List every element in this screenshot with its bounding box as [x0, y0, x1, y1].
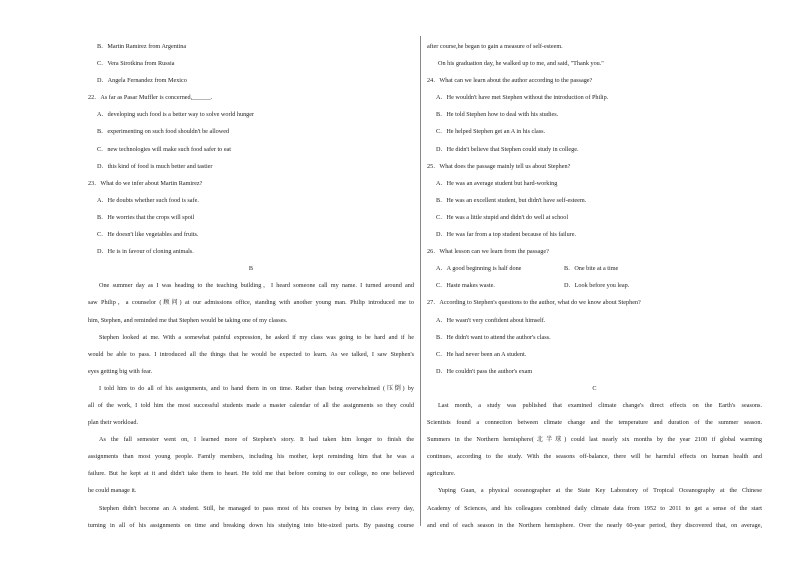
q24-option: D．He didn't believe that Stephen could study in college. [436, 145, 579, 153]
passage-line: Academy of Sciences, and his colleagues combined daily climate data from 1952 to 2011 to get a sense of the start [427, 504, 762, 512]
q27-stem: 27．According to Stephen's questions to the author, what do we know about Stephen? [427, 299, 641, 307]
q24-option: A．He wouldn't have met Stephen without the introduction of Philip. [436, 94, 609, 102]
passage-line: Yuping Guan, a physical oceanographer at the State Key Laboratory of Tropical Oceanography at the Chinese [438, 487, 762, 495]
passage-c [427, 397, 762, 534]
q21-option: B．Martin Ramirez from Argentina [97, 43, 187, 50]
q26-stem: 26．What lesson can we learn from the passage? [427, 248, 549, 256]
q22-option: B．experimenting on such food shouldn't be allowed [97, 128, 230, 136]
passage-line: I told him to do all of his assignments, and to hand them in on time. Rather than being overwhelmed (压倒) by [99, 384, 414, 392]
passage-line: he could manage it. [88, 487, 137, 495]
q25-option: B．He was an excellent student, but didn't have self-esteem. [436, 196, 587, 204]
q23-stem: 23．What do we infer about Martin Ramirez? [88, 179, 203, 187]
passage-line: Stephen didn't become an A student. Still, he managed to pass most of his courses by being in class every day, [99, 504, 414, 512]
passage-line: all of the work, I told him the most successful students made a master calendar of all the assignments so they could [88, 401, 414, 409]
q27-option: D．He couldn't pass the author's exam [436, 367, 533, 375]
q22-stem: 22．As far as Pasar Muffler is concerned,______. [88, 94, 213, 102]
section-c-label: C [592, 384, 597, 392]
passage-b [88, 277, 414, 533]
passage-line: eyes getting big with fear. [88, 367, 153, 375]
column-divider [420, 36, 421, 526]
q27-option: C．He had never been an A student. [436, 350, 527, 358]
q25-option: C．He was a little stupid and didn't do well at school [436, 213, 569, 221]
passage-line: would be able to pass. I introduced all the things that he would be expected to learn. As we talked, I saw Stephen's [88, 350, 414, 358]
q21-option: D．Angela Fernandez from Mexico [97, 77, 187, 85]
passage-line: failure. But he kept at it and didn't take them to heart. He told me that before coming to our college, no one believed [88, 470, 414, 478]
q24-option: C．He helped Stephen get an A in his class. [436, 128, 546, 136]
q23-option: B．He worries that the crops will spoil [97, 213, 195, 221]
passage-line: Stephen looked at me. With a somewhat painful expression, he asked if my class was going to be hard and if he [99, 333, 414, 341]
q26-option: D．Look before you leap. [564, 282, 630, 290]
q26-options-row [427, 260, 762, 277]
passage-line: continues, according to the study. With the seasons off-balance, there will be harmful effects on human health and [427, 453, 762, 461]
passage-line: agriculture. [427, 470, 456, 478]
passage-line: turning in all of his assignments on time and breaking down his studying into bite-sized parts. By passing course [88, 521, 414, 529]
passage-line: Summers in the Northern hemisphere(北半球) could last nearly six months by the year 2100 if global warming [427, 436, 762, 444]
q22-option: A．developing such food is a better way to solve world hunger [97, 111, 255, 119]
passage-line: assignments than most young people. Family members, including his mother, kept reminding him that he was a [88, 453, 414, 461]
q26-option: A．A good beginning is half done [436, 265, 522, 273]
q23-option: D．He is in favour of cloning animals. [97, 248, 194, 256]
q22-option: D．this kind of food is much better and tastier [97, 162, 213, 170]
q26-option: C．Haste makes waste. [436, 282, 495, 290]
right-column [427, 38, 762, 534]
passage-line: plan their workload. [88, 419, 139, 427]
q26-options-row [427, 277, 762, 294]
q27-option: B．He didn't want to attend the author's class. [436, 333, 551, 341]
passage-line: Scientists found a connection between climate change and the temperature and duration of the summer season. [427, 419, 762, 427]
left-column [88, 38, 414, 534]
q26-option: B．One bite at a time [564, 265, 619, 273]
q23-option: C．He doesn't like vegetables and fruits. [97, 231, 199, 239]
passage-line: him, Stephen, and reminded me that Stephen would be taking one of my classes. [88, 316, 288, 324]
q23-option: A．He doubts whether such food is safe. [97, 196, 199, 204]
q24-stem: 24．What can we learn about the author according to the passage? [427, 77, 593, 85]
passage-line: Last month, a study was published that examined climate change's direct effects on the Earth's seasons. [438, 401, 762, 409]
passage-line: and end of each season in the Northern hemisphere. Over the nearly 60-year period, they discovered that, on average, [427, 521, 762, 529]
passage-line: after course,he began to gain a measure of self-esteem. [427, 43, 563, 50]
passage-line: saw Philip，a counselor (顾问) at our admissions office, standing with another young man. Philip introduced me to [88, 299, 414, 307]
section-b-label: B [248, 265, 254, 273]
q21-option: C．Vera Sirotkina from Russia [97, 60, 175, 68]
q24-option: B．He told Stephen how to deal with his studies. [436, 111, 559, 119]
passage-line: As the fall semester went on, I learned more of Stephen's story. It had taken him longer to finish the [99, 436, 414, 444]
passage-line: One summer day as I was heading to the teaching building，I heard someone call my name. I turned around and [99, 282, 414, 290]
q22-option: C．new technologies will make such food safer to eat [97, 145, 232, 153]
q27-option: A．He wasn't very confident about himself. [436, 316, 546, 324]
q25-stem: 25．What does the passage mainly tell us about Stephen? [427, 162, 571, 170]
q25-option: A．He was an average student but hard-working [436, 179, 558, 187]
q25-option: D．He was far from a top student because of his failure. [436, 231, 577, 239]
passage-line: On his graduation day, he walked up to me, and said, "Thank you." [438, 60, 604, 68]
